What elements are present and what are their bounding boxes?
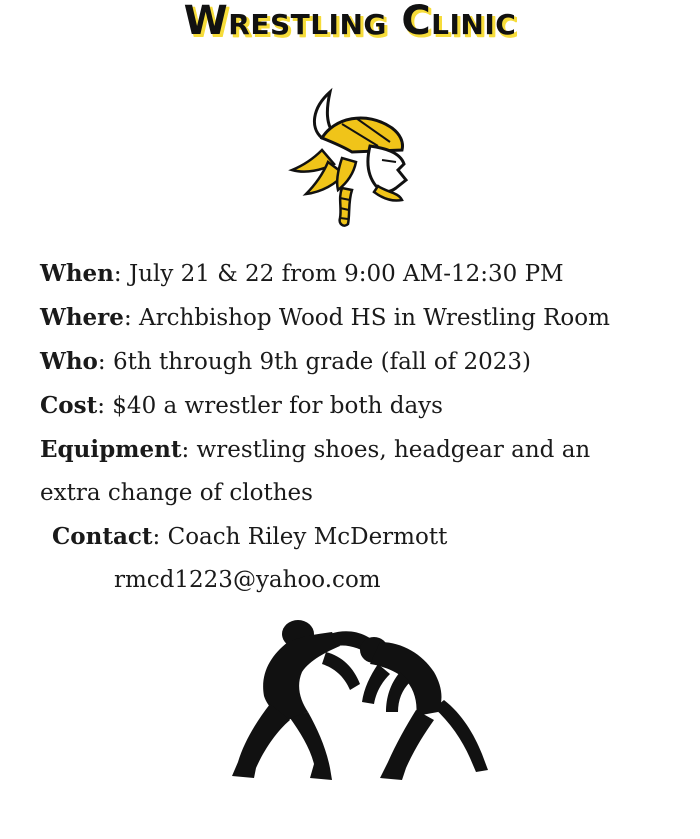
contact-email-row (40, 559, 680, 602)
cost-row: Cost: $40 a wrestler for both days (40, 392, 443, 419)
who-value: 6th through 9th grade (fall of 2023) (112, 349, 532, 375)
contact-email: rmcd1223@yahoo.com (114, 567, 381, 593)
clinic-details (40, 252, 680, 602)
contact-name: Coach Riley McDermott (167, 524, 448, 550)
who-row: Who: 6th through 9th grade (fall of 2023) (40, 348, 532, 375)
equipment-value-line2: extra change of clothes (40, 480, 313, 506)
where-label: Where (40, 304, 124, 331)
when-row: When: July 21 & 22 from 9:00 AM-12:30 PM (40, 260, 564, 287)
where-row: Where: Archbishop Wood HS in Wrestling Room (40, 304, 610, 331)
equipment-row-continued (40, 472, 680, 515)
where-value: Archbishop Wood HS in Wrestling Room (139, 305, 610, 331)
when-label: When (40, 260, 114, 287)
equipment-label: Equipment (40, 436, 182, 463)
wrestlers-silhouette-icon (230, 612, 490, 790)
who-label: Who (40, 348, 98, 375)
when-value: July 21 & 22 from 9:00 AM-12:30 PM (128, 261, 564, 287)
page-title: Wrestling Clinic (183, 0, 517, 44)
contact-label: Contact (52, 523, 153, 550)
contact-row: Contact: Coach Riley McDermott (52, 523, 448, 550)
equipment-row: Equipment: wrestling shoes, headgear and an (40, 436, 591, 463)
cost-label: Cost (40, 392, 98, 419)
cost-value: $40 a wrestler for both days (112, 393, 443, 419)
viking-head-icon (282, 80, 422, 232)
equipment-value-line1: wrestling shoes, headgear and an (196, 437, 591, 463)
